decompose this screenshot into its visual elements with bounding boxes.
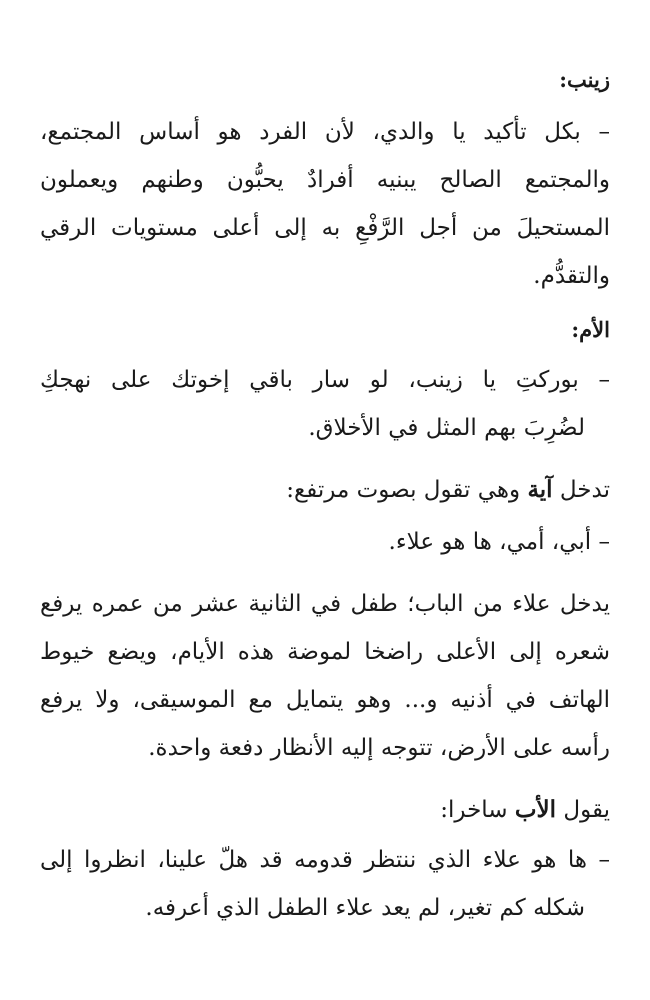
narration-line: شعره إلى الأعلى راضخا لموضة هذه الأيام، ويضع خيوط: [40, 639, 610, 665]
narration-line: رأسه على الأرض، تتوجه إليه الأنظار دفعة واحدة.: [148, 735, 610, 761]
stage-direction-pre: تدخل: [552, 477, 610, 503]
stage-direction-post: ساخرا:: [440, 797, 515, 823]
speaker-mother: الأم:: [571, 317, 610, 342]
speaker-zainab: زينب:: [559, 67, 610, 92]
narration-line: يدخل علاء من الباب؛ طفل في الثانية عشر من عمره يرفع: [40, 591, 610, 617]
paragraph-line: لضُرِبَ بهم المثل في الأخلاق.: [308, 415, 585, 441]
paragraph-line: والمجتمع الصالح يبنيه أفرادٌ يحبُّون وطنهم ويعملون: [40, 167, 610, 193]
character-name-father: الأب: [514, 796, 557, 823]
paragraph-line: والتقدُّم.: [533, 263, 610, 289]
narration-line: الهاتف في أذنيه و... وهو يتمايل مع الموسيقى، ولا يرفع: [40, 687, 610, 713]
stage-direction: [40, 790, 610, 830]
dialogue-line: – ها هو علاء الذي ننتظر قدومه قد هلّ علينا، انظروا إلى: [40, 847, 610, 873]
character-name-aya: آية: [527, 476, 553, 503]
paragraph-line: – بكل تأكيد يا والدي، لأن الفرد هو أساس المجتمع،: [40, 119, 610, 145]
stage-direction-pre: يقول: [556, 797, 610, 823]
stage-direction-post: وهي تقول بصوت مرتفع:: [286, 477, 528, 503]
stage-direction: [40, 470, 610, 510]
dialogue-line: شكله كم تغير، لم يعد علاء الطفل الذي أعرفه.: [145, 895, 585, 921]
paragraph-line: – بوركتِ يا زينب، لو سار باقي إخوتك على نهجكِ: [40, 367, 610, 393]
dialogue-line: – أبي، أمي، ها هو علاء.: [388, 529, 610, 555]
paragraph-line: المستحيلَ من أجل الرَّفْعِ به إلى أعلى مستويات الرقي: [40, 215, 610, 241]
